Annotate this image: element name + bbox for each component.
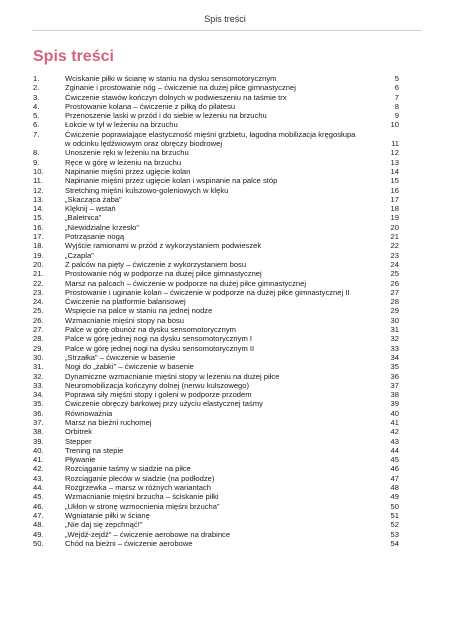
toc-entry-number: 46. [33,501,44,511]
toc-entry [33,83,399,92]
toc-entry-page: 31 [390,325,399,335]
toc-entry [33,158,399,167]
toc-entry-title-line: Ćwiczenie obręczy barkowej przy użyciu elastycznej taśmy [65,399,263,409]
toc-entry [33,279,399,288]
toc-entry-page: 22 [390,241,399,251]
toc-entry-title-line: Palce w górę jednej nogi na dysku sensomotorycznym II [65,343,255,353]
toc-entry-title [65,316,379,325]
page-title: Spis treści [33,48,114,65]
toc-entry-title [65,232,379,241]
toc-entry-page: 42 [390,427,399,437]
toc-entry-number: 21. [33,269,44,279]
toc-entry-page: 28 [390,297,399,307]
toc-entry-number: 34. [33,390,44,400]
toc-entry [33,520,399,529]
toc-entry-number: 7. [33,129,40,139]
toc-entry-title-line: Napinanie mięśni przez ugięcie kolan i wspinanie na palce stóp [65,176,278,186]
toc-entry-page: 27 [390,287,399,297]
toc-entry-number: 19. [33,250,44,260]
toc-entry [33,409,399,418]
header-divider [32,30,422,31]
toc-entry [33,195,399,204]
toc-entry-number: 6. [33,120,40,130]
toc-entry-title-line: „Strzałka" – ćwiczenie w basenie [65,352,176,362]
toc-entry-title-line: Neuromobilizacja kończyny dolnej (nerwu kulszowego) [65,380,250,390]
toc-entry-number: 30. [33,352,44,362]
toc-entry-number: 2. [33,83,40,93]
toc-entry-number: 38. [33,427,44,437]
toc-entry-page: 43 [390,436,399,446]
toc-entry-title [65,148,379,157]
toc-entry-number: 23. [33,287,44,297]
toc-entry-title-line: Równoważnia [65,408,113,418]
toc-entry-number: 32. [33,371,44,381]
toc-entry-title-line: „Niewidzialne krzesło" [65,222,140,232]
toc-entry-number: 39. [33,436,44,446]
toc-entry [33,502,399,511]
toc-entry-title [65,353,379,362]
toc-entry-title [65,195,379,204]
toc-entry-page: 44 [390,445,399,455]
toc-entry-title [65,381,379,390]
toc-entry [33,111,399,120]
toc-entry [33,464,399,473]
toc-entry-number: 10. [33,166,44,176]
toc-entry-title-line: Klęknij – wstań [65,204,116,214]
toc-entry-number: 50. [33,538,44,548]
toc-entry-number: 44. [33,483,44,493]
toc-entry-number: 13. [33,194,44,204]
toc-entry-page: 45 [390,455,399,465]
toc-entry-page: 50 [390,501,399,511]
toc-entry-title [65,455,379,464]
toc-entry-title-line: Marsz na bieżni ruchomej [65,417,152,427]
toc-entry-title [65,334,379,343]
toc-entry-page: 32 [390,334,399,344]
toc-entry [33,492,399,501]
toc-entry-title [65,279,379,288]
toc-entry-title-line: Pływanie [65,455,96,465]
toc-entry-number: 37. [33,417,44,427]
toc-entry-number: 9. [33,157,40,167]
toc-entry-title [65,260,379,269]
toc-entry-title [65,427,379,436]
toc-entry-number: 5. [33,111,40,121]
toc-entry [33,306,399,315]
toc-entry-title [65,520,379,529]
toc-entry-title-line: Potrząsanie nogą [65,232,125,242]
toc-entry-number: 20. [33,259,44,269]
toc-entry-page: 17 [390,194,399,204]
toc-entry-title [65,344,379,353]
toc-entry-page: 39 [390,399,399,409]
toc-entry-title [65,167,379,176]
toc-entry-page: 14 [390,166,399,176]
toc-entry-title [65,186,379,195]
toc-entry [33,251,399,260]
toc-entry-page: 34 [390,352,399,362]
toc-entry [33,390,399,399]
toc-entry [33,344,399,353]
toc-entry-page: 6 [394,83,399,93]
toc-entry-page: 26 [390,278,399,288]
toc-entry-title [65,409,379,418]
toc-entry [33,223,399,232]
toc-entry [33,269,399,278]
toc-entry-number: 35. [33,399,44,409]
toc-entry-title-line: Ćwiczenie stawów kończyn dolnych w podwieszeniu na taśmie trx [65,92,287,102]
toc-entry-title [65,530,379,539]
toc-entry-title-line: w odcinku lędźwiowym oraz obręczy biodrowej [65,139,223,149]
toc-entry-title [65,176,379,185]
toc-entry-title-line: Trening na stepie [65,445,124,455]
toc-entry-number: 12. [33,185,44,195]
toc-entry-number: 33. [33,380,44,390]
toc-entry [33,120,399,129]
toc-entry [33,539,399,548]
toc-entry-page: 5 [394,74,399,83]
toc-entry-title-line: Zginanie i prostowanie nóg – ćwiczenie na dużej piłce gimnastycznej [65,83,296,93]
toc-entry-title [65,223,379,232]
toc-entry-number: 31. [33,362,44,372]
toc-entry-page: 12 [390,148,399,158]
toc-entry [33,399,399,408]
toc-entry [33,427,399,436]
toc-entry-number: 43. [33,473,44,483]
toc-entry-title [65,251,379,260]
toc-entry-title [65,539,379,548]
toc-entry-number: 18. [33,241,44,251]
toc-entry-number: 4. [33,101,40,111]
toc-entry-number: 41. [33,455,44,465]
toc-entry-title-line: Chód na bieżni – ćwiczenie aerobowe [65,538,193,548]
toc-entry-title-line: „Baletnica" [65,213,102,223]
toc-entry [33,148,399,157]
toc-entry-number: 17. [33,232,44,242]
toc-entry-page: 9 [394,111,399,121]
toc-entry-title [65,297,379,306]
running-header: Spis treści [204,14,246,24]
toc-entry [33,241,399,250]
toc-entry [33,130,399,149]
toc-entry-title-line: Prostowanie i uginanie kolan – ćwiczenie w podporze na dużej piłce gimnastycznej II [65,287,350,297]
toc-entry-title-line: Orbitrek [65,427,93,437]
toc-entry-number: 42. [33,464,44,474]
toc-entry-title-line: Rozciąganie taśmy w siadzie na piłce [65,464,191,474]
toc-entry-page: 16 [390,185,399,195]
toc-entry-number: 40. [33,445,44,455]
toc-entry-page: 10 [390,120,399,130]
toc-entry-number: 25. [33,306,44,316]
toc-entry-page: 48 [390,483,399,493]
toc-entry-title [65,111,379,120]
toc-entry-title-line: Stretching mięśni kulszowo-goleniowych w klęku [65,185,229,195]
toc-entry-page: 36 [390,371,399,381]
toc-entry-title-line: Wciskanie piłki w ścianę w staniu na dysku sensomotorycznym [65,74,277,83]
toc-entry-page: 53 [390,529,399,539]
toc-entry [33,204,399,213]
toc-entry-number: 8. [33,148,40,158]
toc-entry-title [65,204,379,213]
toc-entry-title-line: Rozgrzewka – marsz w różnych wariantach [65,483,212,493]
toc-entry-number: 45. [33,492,44,502]
toc-entry [33,446,399,455]
toc-entry [33,530,399,539]
toc-entry-number: 48. [33,520,44,530]
toc-entry-page: 25 [390,269,399,279]
toc-entry [33,381,399,390]
toc-entry-title-line: Unoszenie ręki w leżeniu na brzuchu [65,148,189,158]
toc-entry [33,353,399,362]
toc-entry-number: 3. [33,92,40,102]
toc-entry-number: 14. [33,204,44,214]
toc-entry-page: 11 [391,139,399,149]
toc-entry-title-line: Wgniatanie piłki w ścianę [65,510,150,520]
toc-entry-page: 23 [390,250,399,260]
toc-entry-title-line: Rozciąganie pleców w siadzie (na podłodze) [65,473,215,483]
toc-entry-number: 26. [33,315,44,325]
toc-entry-number: 28. [33,334,44,344]
toc-entry-page: 30 [390,315,399,325]
toc-entry [33,325,399,334]
toc-entry-page: 38 [390,390,399,400]
toc-entry [33,102,399,111]
toc-entry [33,232,399,241]
toc-entry [33,511,399,520]
toc-entry-title [65,502,379,511]
toc-entry-title [65,93,379,102]
toc-entry-number: 29. [33,343,44,353]
toc-entry-title-line: „Wejdź-zejdź" – ćwiczenie aerobowe na drabince [65,529,231,539]
toc-entry-title [65,483,379,492]
toc-entry-title [65,492,379,501]
toc-entry-title-line: Prostowanie kolana – ćwiczenie z piłką do pilatesu [65,101,236,111]
toc-entry-title [65,241,379,250]
toc-entry [33,316,399,325]
toc-entry-page: 33 [390,343,399,353]
toc-entry-title [65,418,379,427]
toc-entry-title-line: Ćwiczenie na platformie balansowej [65,297,186,307]
toc-entry-title-line: Wzmacnianie mięśni stopy na bosu [65,315,185,325]
toc-entry-page: 29 [390,306,399,316]
toc-entry-title-line: Wyjście ramionami w przód z wykorzystaniem podwieszek [65,241,262,251]
table-of-contents [33,74,399,548]
toc-entry-number: 22. [33,278,44,288]
toc-entry-number: 1. [33,74,40,83]
toc-entry-title [65,511,379,520]
toc-entry-title-line: Marsz na palcach – ćwiczenie w podporze na dużej piłce gimnastycznej [65,278,307,288]
toc-entry [33,288,399,297]
toc-entry-title-line: Łokcie w tył w leżeniu na brzuchu [65,120,178,130]
toc-entry-title-line: Napinanie mięśni przez ugięcie kolan [65,166,191,176]
toc-entry [33,334,399,343]
toc-entry [33,93,399,102]
toc-entry-page: 35 [390,362,399,372]
toc-entry-page: 24 [390,259,399,269]
toc-entry-title-line: Prostowanie nóg w podporze na dużej piłce gimnastycznej [65,269,262,279]
toc-entry-title-line: Wzmacnianie mięśni brzucha – ściskanie piłki [65,492,219,502]
toc-entry-title [65,446,379,455]
toc-entry-number: 47. [33,510,44,520]
toc-entry-title [65,120,379,129]
toc-entry-number: 15. [33,213,44,223]
toc-entry-title-line: „Skacząca żaba" [65,194,122,204]
toc-entry [33,362,399,371]
toc-entry-title-line: Palce w górę obunóż na dysku sensomotorycznym [65,325,236,335]
toc-entry-number: 16. [33,222,44,232]
toc-entry-page: 41 [390,417,399,427]
toc-entry [33,167,399,176]
toc-entry-title-line: „Ukłon w stronę wzmocnienia mięśni brzucha" [65,501,220,511]
toc-entry-page: 49 [390,492,399,502]
toc-entry [33,372,399,381]
toc-entry [33,474,399,483]
toc-entry [33,455,399,464]
toc-entry-page: 18 [390,204,399,214]
toc-entry-number: 24. [33,297,44,307]
toc-entry-page: 54 [390,538,399,548]
toc-entry-page: 13 [390,157,399,167]
toc-entry-title-line: Wspięcie na palce w staniu na jednej nodze [65,306,213,316]
toc-entry-title [65,464,379,473]
toc-entry-page: 52 [390,520,399,530]
toc-entry-title-line: Ręce w górę w leżeniu na brzuchu [65,157,182,167]
toc-entry-title-line: Ćwiczenie poprawiające elastyczność mięśni grzbietu, łagodna mobilizacja kręgosłupa [65,129,356,139]
toc-entry-title-line: Z palców na pięty – ćwiczenie z wykorzystaniem bosu [65,259,247,269]
toc-entry-page: 46 [390,464,399,474]
toc-entry [33,186,399,195]
toc-entry-title [65,474,379,483]
toc-entry-title [65,102,379,111]
toc-entry-title-line: Stepper [65,436,92,446]
toc-entry [33,213,399,222]
toc-entry-title [65,130,379,149]
toc-entry [33,74,399,83]
toc-entry [33,483,399,492]
toc-entry-title [65,399,379,408]
toc-entry-number: 27. [33,325,44,335]
toc-entry-title [65,437,379,446]
toc-entry-title-line: „Czapla" [65,250,94,260]
toc-entry-page: 21 [390,232,399,242]
toc-entry-page: 51 [390,510,399,520]
toc-entry-title [65,158,379,167]
toc-entry-number: 49. [33,529,44,539]
toc-entry-title [65,372,379,381]
toc-entry-page: 15 [390,176,399,186]
toc-entry-page: 37 [390,380,399,390]
toc-entry-title-line: Dynamiczne wzmacnianie mięśni stopy w leżeniu na dużej piłce [65,371,280,381]
toc-entry-title-line: Palce w górę jednej nogi na dysku sensomotorycznym I [65,334,252,344]
toc-entry-title [65,362,379,371]
toc-entry-title [65,74,379,83]
toc-entry-page: 47 [390,473,399,483]
toc-entry-page: 19 [390,213,399,223]
toc-entry [33,260,399,269]
toc-entry [33,418,399,427]
toc-entry-page: 40 [390,408,399,418]
toc-entry-page: 8 [394,101,399,111]
toc-entry-title-line: Nogi do „żabki" – ćwiczenie w basenie [65,362,194,372]
toc-entry-title [65,269,379,278]
toc-entry-title [65,83,379,92]
toc-entry-title [65,306,379,315]
toc-entry-title [65,325,379,334]
toc-entry-page: 20 [390,222,399,232]
toc-entry [33,437,399,446]
toc-entry-number: 36. [33,408,44,418]
toc-entry-number: 11. [33,176,43,186]
toc-entry-title-line: Poprawa siły mięśni stopy i goleni w podporze przodem [65,390,252,400]
toc-entry [33,176,399,185]
toc-entry [33,297,399,306]
toc-entry-title [65,288,379,297]
toc-entry-title-line: „Nie daj się zepchnąć!" [65,520,143,530]
toc-entry-title [65,390,379,399]
toc-entry-title-line: Przenoszenie laski w przód i do siebie w leżeniu na brzuchu [65,111,267,121]
toc-entry-page: 7 [394,92,399,102]
toc-entry-title [65,213,379,222]
